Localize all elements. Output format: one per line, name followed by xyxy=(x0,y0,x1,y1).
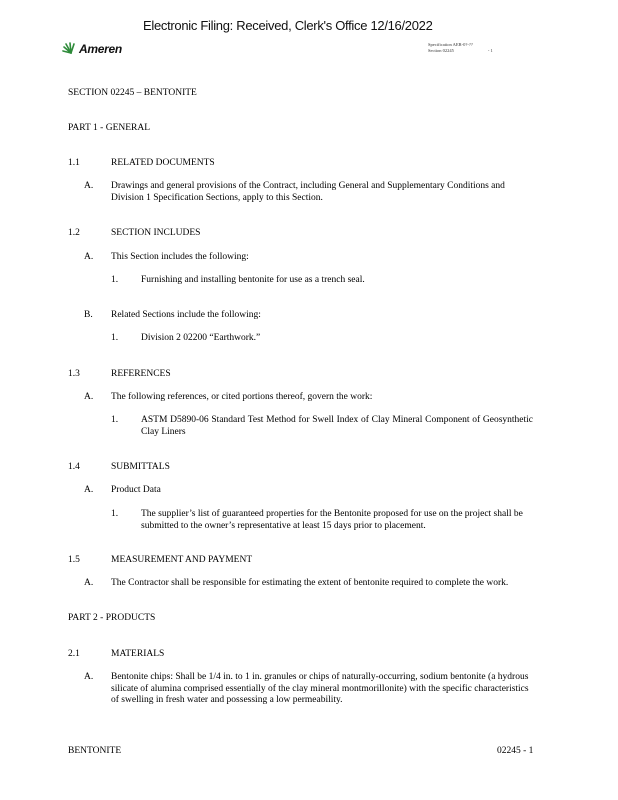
item-number: 1. xyxy=(111,415,119,425)
paragraph-text: The following references, or cited portions thereof, govern the work: xyxy=(111,392,373,402)
paragraph-text: This Section includes the following: xyxy=(111,252,249,262)
footer-title: BENTONITE xyxy=(68,746,122,756)
paragraph-text: Drawings and general provisions of the Contract, including General and Supplementary Conditions and Division 1 Specification Sections, apply to this Section. xyxy=(111,181,505,203)
spec-reference-line2: Section 02245 xyxy=(428,48,454,53)
item-text: Division 2 02200 “Earthwork.” xyxy=(141,333,261,343)
article-number: 1.3 xyxy=(68,369,80,379)
article-number: 2.1 xyxy=(68,649,80,659)
ameren-burst-icon xyxy=(62,42,78,56)
article-number: 1.4 xyxy=(68,462,80,472)
part-1-heading: PART 1 - GENERAL xyxy=(68,123,151,133)
item-number: 1. xyxy=(111,509,119,519)
part-2-heading: PART 2 - PRODUCTS xyxy=(68,613,156,623)
item-number: 1. xyxy=(111,275,119,285)
article-title: SECTION INCLUDES xyxy=(111,228,201,238)
paragraph-letter: B. xyxy=(84,310,93,320)
article-number: 1.1 xyxy=(68,158,80,168)
article-number: 1.2 xyxy=(68,228,80,238)
spec-reference-line1: Specification AER-0?-?? xyxy=(428,42,473,47)
item-text: Furnishing and installing bentonite for use as a trench seal. xyxy=(141,275,365,285)
logo-text: Ameren xyxy=(79,42,122,56)
section-title: SECTION 02245 – BENTONITE xyxy=(68,88,197,98)
spec-reference xyxy=(428,42,493,54)
paragraph-letter: A. xyxy=(84,392,94,402)
paragraph-letter: A. xyxy=(84,252,94,262)
spec-reference-page: - 1 xyxy=(487,48,493,53)
article-title: RELATED DOCUMENTS xyxy=(111,158,215,168)
article-number: 1.5 xyxy=(68,555,80,565)
filing-stamp: Electronic Filing: Received, Clerk's Office 12/16/2022 xyxy=(143,18,433,33)
paragraph-letter: A. xyxy=(84,181,94,191)
paragraph-letter: A. xyxy=(84,485,94,495)
ameren-logo xyxy=(62,42,122,56)
article-title: MEASUREMENT AND PAYMENT xyxy=(111,555,253,565)
item-text: ASTM D5890-06 Standard Test Method for Swell Index of Clay Mineral Component of Geosynthetic Clay Liners xyxy=(141,415,533,437)
footer-page-number: 02245 - 1 xyxy=(497,746,534,756)
article-title: SUBMITTALS xyxy=(111,462,170,472)
paragraph-text: Related Sections include the following: xyxy=(111,310,261,320)
paragraph-text: The Contractor shall be responsible for estimating the extent of bentonite required to complete the work. xyxy=(111,578,509,588)
paragraph-letter: A. xyxy=(84,672,94,682)
paragraph-text: Bentonite chips: Shall be 1/4 in. to 1 in. granules or chips of naturally-occurring, sodium bentonite (a hydrous silicate of alumina comprised essentially of the clay mineral montmorillonite) with the specific characteristics of swelling in fresh water and possessing a low permeability. xyxy=(111,672,529,705)
article-title: REFERENCES xyxy=(111,369,171,379)
article-title: MATERIALS xyxy=(111,649,165,659)
item-number: 1. xyxy=(111,333,119,343)
paragraph-letter: A. xyxy=(84,578,94,588)
item-text: The supplier’s list of guaranteed properties for the Bentonite proposed for use on the project shall be submitted to the owner’s representative at least 15 days prior to placement. xyxy=(141,509,523,531)
paragraph-text: Product Data xyxy=(111,485,161,495)
